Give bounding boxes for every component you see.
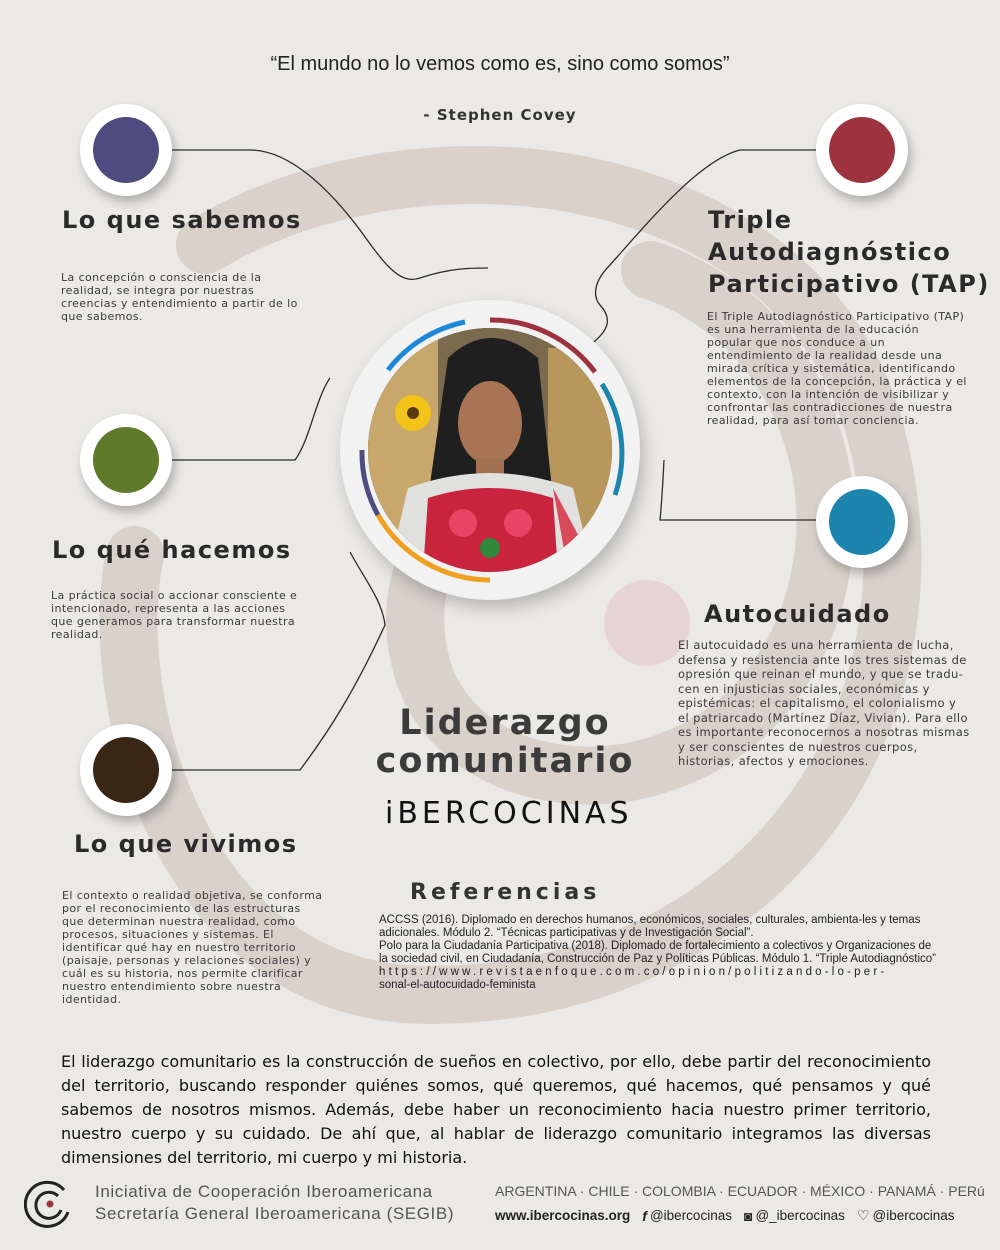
- vivimos-dot: [80, 724, 172, 816]
- references-body: [379, 914, 939, 992]
- sabemos-dot: [80, 104, 172, 196]
- main-title-line2: comunitario: [375, 741, 635, 781]
- main-title-line1: Liderazgo: [399, 703, 611, 743]
- footer-org-line1: Iniciativa de Cooperación Iberoamericana: [95, 1182, 433, 1201]
- tap-dot-fill: [829, 117, 895, 183]
- hacemos-dot-fill: [93, 427, 159, 493]
- facebook-icon: f: [642, 1207, 647, 1224]
- references-title: Referencias: [410, 880, 601, 905]
- tap-dot: [816, 104, 908, 196]
- reference-url-1[interactable]: https://www.revistaenfoque.com.co/opinion/politizando-lo-per-: [379, 966, 888, 978]
- instagram-handle: @_ibercocinas: [755, 1208, 845, 1223]
- tap-title: [708, 204, 990, 300]
- reference-2: Polo para la Ciudadanía Participativa (2018). Diplomado de fortalecimiento a colectivos y Organizaciones de la sociedad civil, en Ciudadanía, Construcción de Paz y Políticas Públicas. Módulo 1. “Triple Autodiagnóstico”: [379, 940, 936, 965]
- reference-1: ACCSS (2016). Diplomado en derechos humanos, económicos, sociales, culturales, ambienta-les y temas adicionales. Módulo 2. “Técnicas participativas y de Investigación Social”.: [379, 914, 921, 939]
- sabemos-title: Lo que sabemos: [62, 206, 302, 234]
- main-paragraph: El liderazgo comunitario es la construcción de sueños en colectivo, por ello, debe partir del reconocimiento del territorio, buscando responder quiénes somos, qué queremos, qué hacemos, qué pensamos y qué sabemos de nosotros mismos. Además, debe haber un reconocimiento hacia nuestro primer territorio, nuestro cuerpo y su cuidado. De ahí que, al hablar de liderazgo comunitario integramos las diversas dimensiones del territorio, mi cuerpo y mi historia.: [61, 1052, 931, 1167]
- quote-text: “El mundo no lo vemos como es, sino como somos”: [270, 53, 730, 75]
- facebook-handle: @ibercocinas: [649, 1208, 732, 1223]
- quote-author: - Stephen Covey: [423, 106, 577, 124]
- tap-title-line3: Participativo (TAP): [708, 270, 990, 298]
- ibercocinas-logo: iBERCOCINAS: [385, 796, 633, 831]
- instagram-icon: ◙: [743, 1207, 753, 1224]
- footer-org-line2: Secretaría General Iberoamericana (SEGIB): [95, 1204, 455, 1223]
- vivimos-text: El contexto o realidad objetiva, se conforma por el reconocimiento de las estructuras que determinan nuestra realidad, como procesos, situaciones y sistemas. El identificar qué hay en nuestro territorio (paisaje, personas y relaciones sociales) y cuál es su historia, nos permite clarificar nuestro entendimiento sobre nuestra identidad.: [62, 889, 323, 1006]
- hacemos-text: La práctica social o accionar consciente e intencionado, representa a las acciones que generamos para transformar nuestra realidad.: [51, 589, 298, 641]
- footer-website-link[interactable]: www.ibercocinas.org: [495, 1208, 631, 1223]
- vivimos-title: Lo que vivimos: [74, 830, 298, 858]
- portrait-frame: [340, 300, 640, 600]
- tap-title-line2: Autodiagnóstico: [708, 238, 952, 266]
- footer-org: [95, 1181, 454, 1225]
- vivimos-dot-fill: [93, 737, 159, 803]
- twitter-handle: @ibercocinas: [872, 1208, 955, 1223]
- autocuidado-title: Autocuidado: [704, 600, 891, 628]
- portrait-illustration: [368, 328, 612, 572]
- instagram-link[interactable]: [744, 1208, 845, 1224]
- autocuidado-dot: [816, 476, 908, 568]
- hacemos-title: Lo qué hacemos: [52, 536, 292, 564]
- autocuidado-text: El autocuidado es una herramienta de lucha, defensa y resistencia ante los tres sistemas de opresión que reinan el mundo, y que se tradu-cen en injusticias sociales, económicas y epistémicas: el capitalismo, el colonialismo y el patriarcado (Martínez Díaz, Vivian). Para ello es importante reconocernos a nosotras mismas y ser conscientes de nuestros cuerpos, historias, afectos y emociones.: [678, 638, 970, 768]
- autocuidado-dot-fill: [829, 489, 895, 555]
- footer-countries: ARGENTINA · CHILE · COLOMBIA · ECUADOR · MÉXICO · PANAMÁ · PERú: [495, 1183, 985, 1199]
- ibercocinas-footer-logo: [24, 1178, 76, 1230]
- reference-url-2[interactable]: sonal-el-autocuidado-feminista: [379, 979, 536, 991]
- main-title: [370, 704, 640, 780]
- sabemos-dot-fill: [93, 117, 159, 183]
- facebook-link[interactable]: [642, 1208, 732, 1224]
- tap-title-line1: Triple: [708, 206, 793, 234]
- footer-social: [495, 1207, 955, 1224]
- hacemos-dot: [80, 414, 172, 506]
- tap-text: El Triple Autodiagnóstico Participativo (TAP) es una herramienta de la educación popular que nos conduce a un entendimiento de la realidad desde una mirada crítica y sistemática, identificando elementos de la concepción, la práctica y el contexto, con la intención de visibilizar y confrontar las contradicciones de nuestra realidad, para así tomar conciencia.: [707, 310, 967, 427]
- portrait-photo: [368, 328, 612, 572]
- twitter-link[interactable]: [857, 1207, 955, 1224]
- sabemos-text: La concepción o consciencia de la realidad, se integra por nuestras creencias y entendimiento a partir de lo que sabemos.: [61, 271, 298, 323]
- twitter-icon: ♡: [856, 1207, 870, 1223]
